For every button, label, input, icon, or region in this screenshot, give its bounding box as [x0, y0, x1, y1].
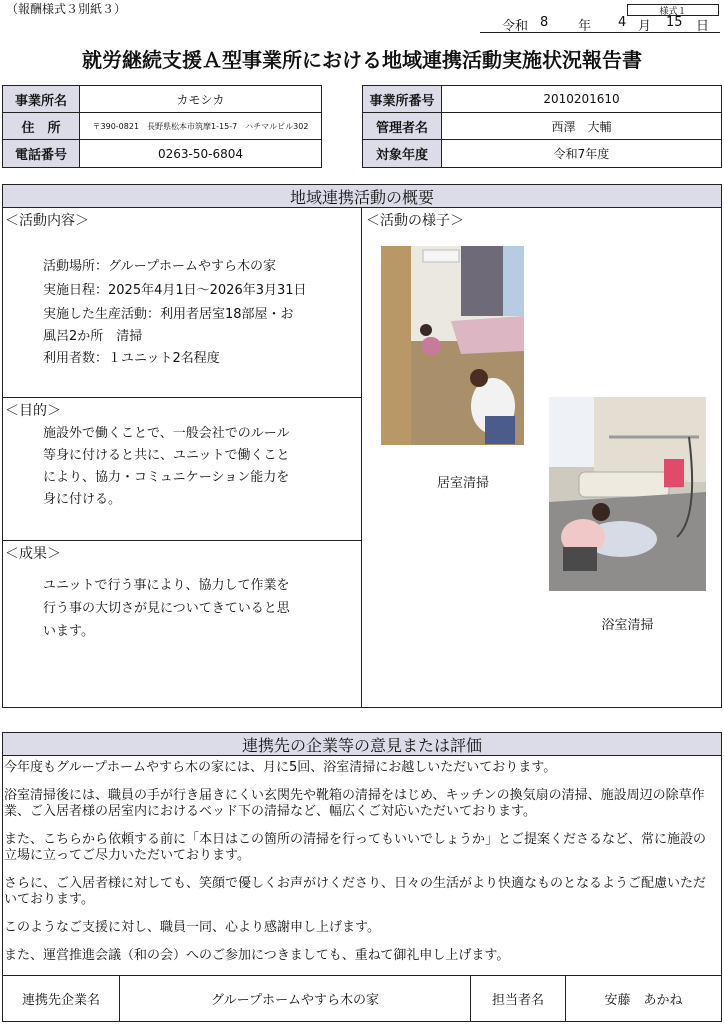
date-era: 令和: [502, 19, 529, 34]
evaluation-paragraph-2: 浴室清掃後には、職員の手が行き届きにくい玄関先や靴箱の清掃をはじめ、キッチンの換気扇の清掃、施設周辺の除草作業、ご入居者様の居室内におけるベッド下の清掃など、幅広くご対応いただいております。: [4, 788, 705, 819]
scene-heading: ＜活動の様子＞: [366, 213, 464, 229]
manager: 西澤 大輔: [441, 112, 722, 140]
purpose-line2: 等身に付けると共に、ユニットで働くこと: [43, 448, 290, 463]
activity-heading: ＜活動内容＞: [5, 213, 89, 229]
date-month: 4: [618, 15, 627, 30]
date-month-unit: 月: [638, 19, 652, 34]
manager-label: 管理者名: [362, 112, 442, 140]
result-heading: ＜成果＞: [5, 546, 61, 562]
date-day-unit: 日: [696, 19, 710, 34]
evaluation-paragraph-5: このようなご支援に対し、職員一同、心より感謝申し上げます。: [4, 920, 380, 935]
room-cleaning-photo: [381, 246, 524, 445]
bath-cleaning-photo: [549, 397, 706, 591]
result-line1: ユニットで行う事により、協力して作業を: [43, 578, 290, 593]
purpose-line4: 身に付ける。: [43, 492, 122, 507]
phone: 0263-50-6804: [79, 139, 322, 168]
evaluation-paragraph-6: また、運営推進会議（和の会）へのご参加につきましても、重ねて御礼申し上げます。: [4, 948, 510, 963]
office-name: カモシカ: [79, 85, 322, 113]
fiscal-year: 令和7年度: [441, 139, 722, 168]
activity-work-line1: 実施した生産活動：利用者居室18部屋・お: [43, 307, 294, 322]
evaluation-paragraph-1: 今年度もグループホームやすら木の家には、月に5回、浴室清掃にお越しいただいております。: [4, 760, 557, 775]
office-number-label: 事業所番号: [362, 85, 442, 113]
date-day: 15: [666, 15, 683, 30]
result-line3: います。: [43, 624, 94, 639]
evaluation-paragraph-3: また、こちらから依頼する前に「本日はこの箇所の清掃を行ってもいいでしょうか」とご提案くださるなど、常に施設の立場に立ってご尽力いただいております。: [4, 832, 707, 863]
phone-label: 電話番号: [2, 139, 80, 168]
purpose-line1: 施設外で働くことで、一般会社でのルール: [43, 426, 290, 441]
partner-contact-label: 担当者名: [470, 975, 566, 1022]
partner-company: グループホームやすら木の家: [119, 975, 471, 1022]
fiscal-year-label: 対象年度: [362, 139, 442, 168]
date-year-unit: 年: [578, 19, 592, 34]
bath-cleaning-caption: 浴室清掃: [601, 618, 654, 633]
date-year: 8: [540, 15, 549, 30]
date-line: [480, 15, 720, 33]
overview-divider-1: [2, 397, 362, 398]
overview-divider-vertical: [361, 207, 362, 708]
activity-work-line2: 風呂2か所 清掃: [43, 329, 143, 344]
room-cleaning-caption: 居室清掃: [436, 476, 489, 491]
evaluation-header: 連携先の企業等の意見または評価: [2, 732, 722, 756]
purpose-line3: により、協力・コミュニケーション能力を: [43, 470, 290, 485]
overview-divider-2: [2, 540, 362, 541]
activity-users: 利用者数：１ユニット2名程度: [43, 351, 220, 366]
form-number: 様式１: [659, 6, 687, 17]
evaluation-paragraph-4: さらに、ご入居者様に対しても、笑顔で優しくお声がけくださり、日々の生活がより快適なものとなるようご配慮いただいております。: [4, 876, 707, 907]
purpose-heading: ＜目的＞: [5, 403, 61, 419]
result-line2: 行う事の大切さが見についてきていると思: [43, 601, 290, 616]
partner-company-label: 連携先企業名: [2, 975, 120, 1022]
office-number: 2010201610: [441, 85, 722, 113]
activity-place: 活動場所：グループホームやすら木の家: [43, 259, 276, 274]
office-name-label: 事業所名: [2, 85, 80, 113]
top-note: （報酬様式３別紙３）: [6, 2, 127, 16]
activity-dates: 実施日程：2025年4月1日～2026年3月31日: [43, 283, 307, 298]
evaluation-body: [4, 760, 718, 976]
address: 〒390-0821 長野県松本市筑摩1-15-7 ハチマルビル302: [79, 112, 322, 140]
page-title: 就労継続支援Ａ型事業所における地域連携活動実施状況報告書: [82, 48, 642, 72]
address-label: 住 所: [2, 112, 80, 140]
overview-header: 地域連携活動の概要: [2, 184, 722, 208]
partner-contact: 安藤 あかね: [565, 975, 722, 1022]
